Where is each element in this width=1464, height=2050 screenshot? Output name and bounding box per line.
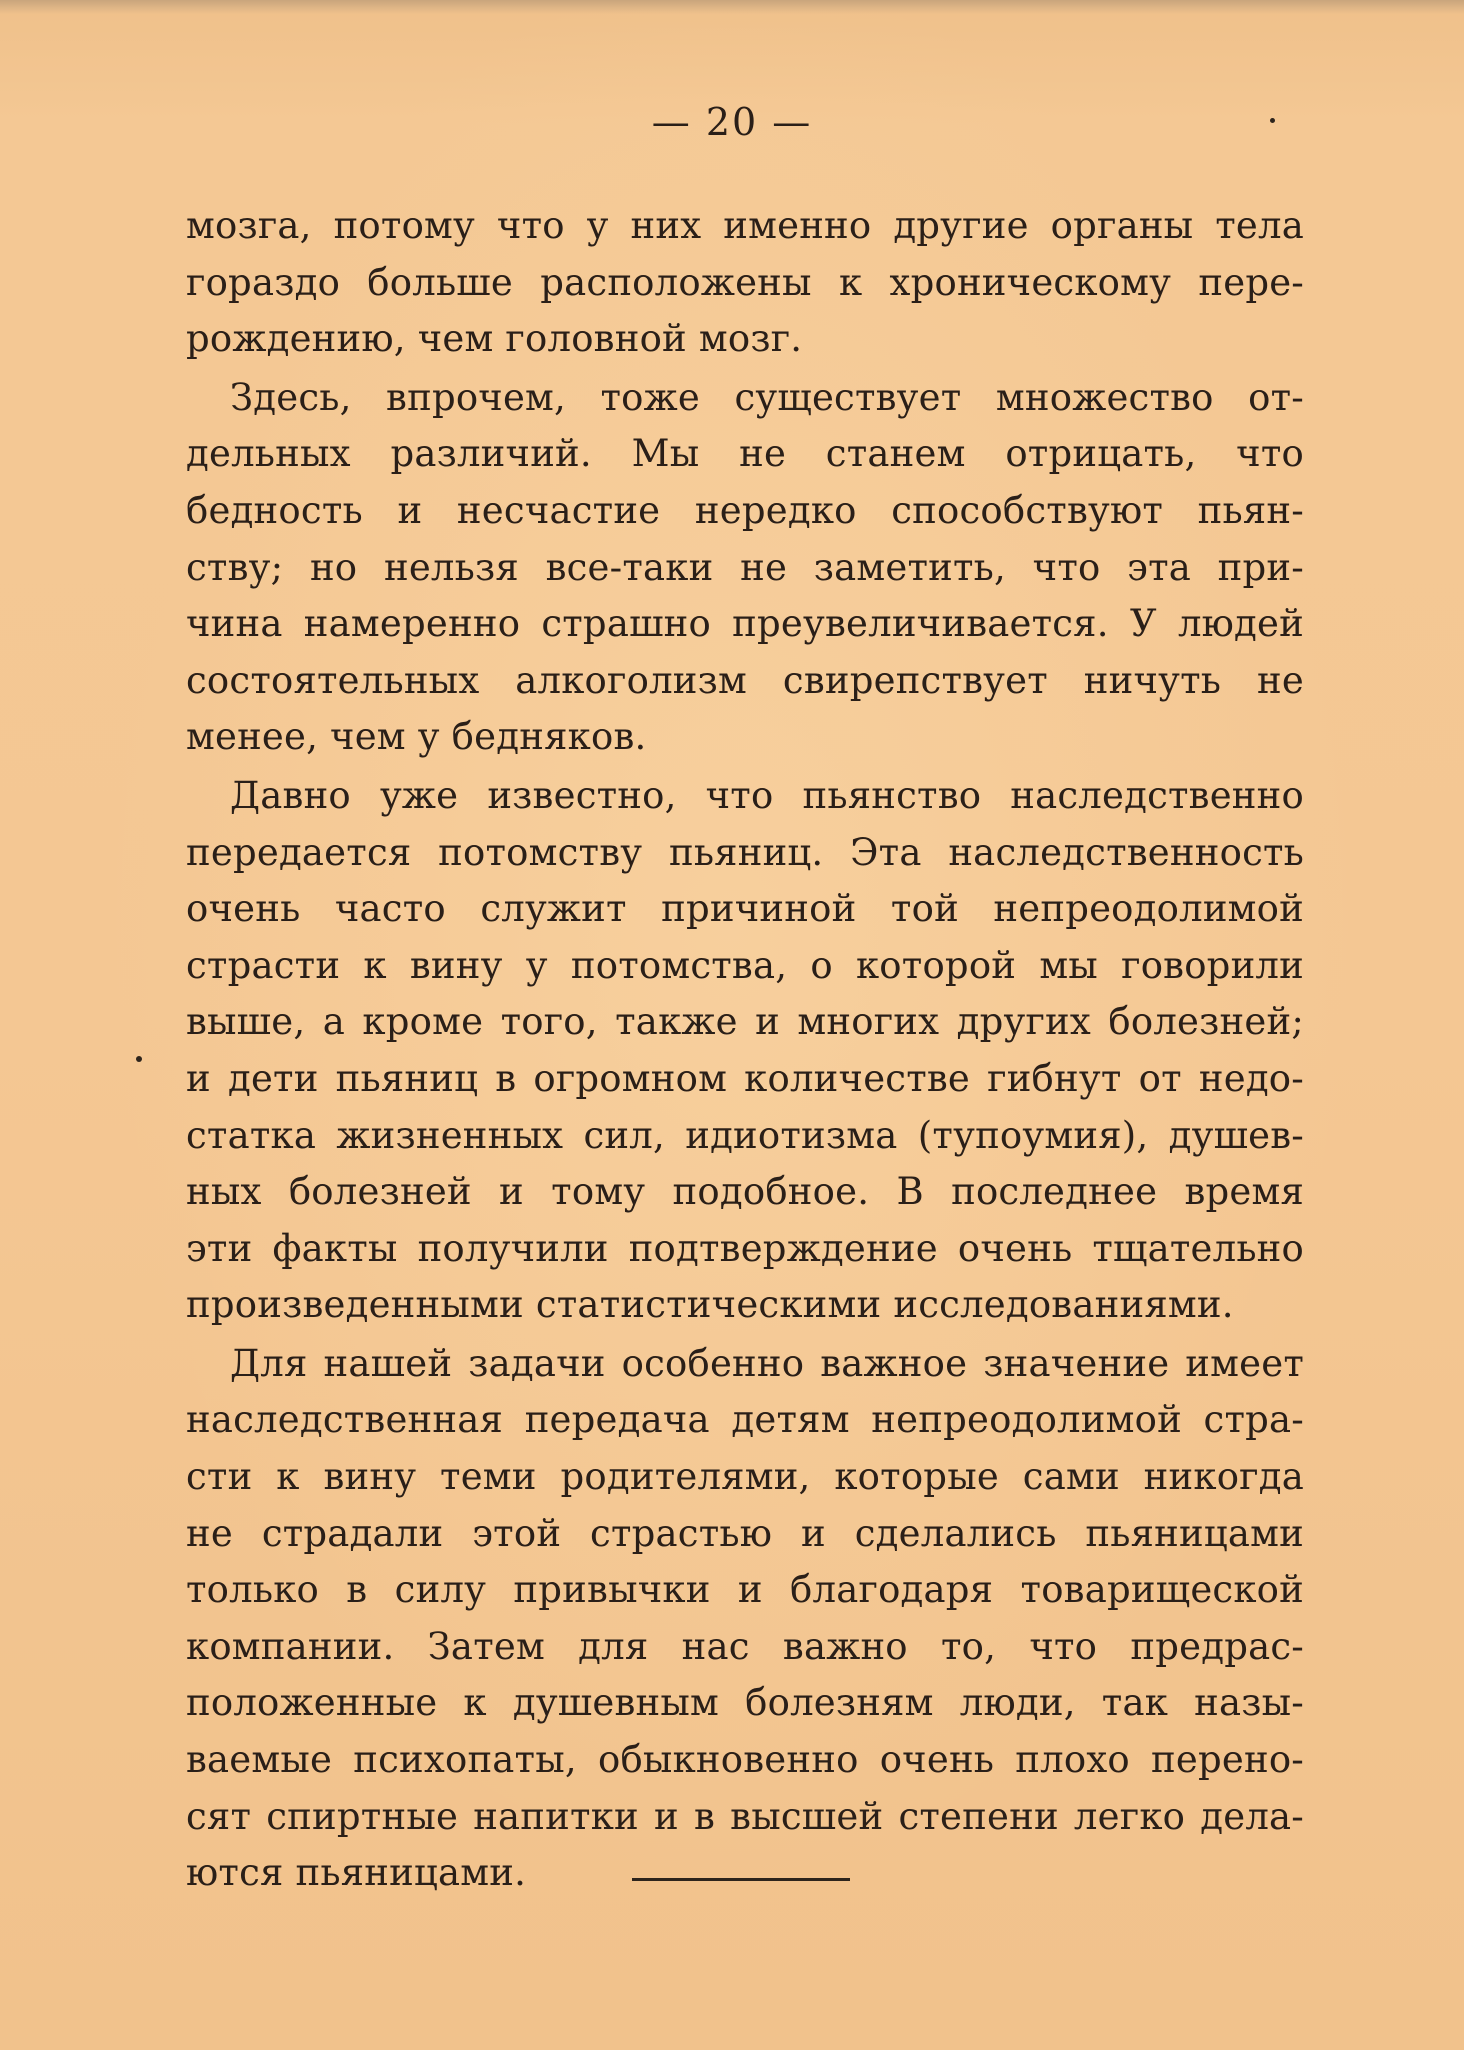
text-line: гораздо больше расположены к хроническому пере- bbox=[186, 260, 1304, 304]
text-line: статка жизненных сил, идиотизма (тупоумия), душев- bbox=[186, 1113, 1304, 1157]
text-line: менее, чем у бедняков. bbox=[186, 715, 647, 759]
end-rule bbox=[632, 1878, 850, 1881]
text-line: произведенными статистическими исследованиями. bbox=[186, 1283, 1234, 1327]
text-line: передается потомству пьяниц. Эта наследственность bbox=[186, 830, 1304, 874]
text-line: состоятельных алкоголизм свирепствует ничуть не bbox=[186, 658, 1304, 702]
text-line: эти факты получили подтверждение очень тщательно bbox=[186, 1226, 1304, 1270]
text-line: чина намеренно страшно преувеличивается. У людей bbox=[186, 602, 1304, 646]
text-line: рождению, чем головной мозг. bbox=[186, 317, 803, 361]
text-line: мозга, потому что у них именно другие органы тела bbox=[186, 204, 1304, 247]
body-text bbox=[186, 198, 1304, 1902]
ink-speck bbox=[1270, 118, 1275, 123]
text-line: только в силу привычки и благодаря товарищеской bbox=[186, 1568, 1304, 1612]
text-line: компании. Затем для нас важно то, что предрас- bbox=[186, 1624, 1304, 1668]
ink-speck bbox=[136, 1056, 142, 1062]
page-top-edge bbox=[0, 0, 1464, 14]
text-line: положенные к душевным болезням люди, так назы- bbox=[186, 1681, 1304, 1725]
paragraph-first-line: Давно уже известно, что пьянство наследственно bbox=[230, 773, 1304, 817]
text-line: ваемые психопаты, обыкновенно очень плохо перено- bbox=[186, 1738, 1304, 1782]
text-line: страсти к вину у потомства, о которой мы говорили bbox=[186, 943, 1304, 987]
text-line: ются пьяницами. bbox=[186, 1851, 527, 1895]
text-line: выше, а кроме того, также и многих других болезней; bbox=[186, 1000, 1304, 1044]
paragraph-first-line: Для нашей задачи особенно важное значение имеет bbox=[230, 1341, 1304, 1385]
text-line: ных болезней и тому подобное. В последнее время bbox=[186, 1170, 1304, 1214]
text-line: дельных различий. Мы не станем отрицать, что bbox=[186, 432, 1304, 476]
text-line: очень часто служит причиной той непреодолимой bbox=[186, 887, 1304, 931]
paragraph-first-line: Здесь, впрочем, тоже существует множество от- bbox=[230, 375, 1304, 419]
text-line: сят спиртные напитки и в высшей степени легко дела- bbox=[186, 1794, 1304, 1838]
text-line: бедность и несчастие нередко способствуют пьян- bbox=[186, 488, 1304, 532]
text-line: и дети пьяниц в огромном количестве гибнут от недо- bbox=[186, 1056, 1304, 1100]
text-line: наследственная передача детям непреодолимой стра- bbox=[186, 1398, 1304, 1442]
page-number: — 20 — bbox=[651, 100, 813, 144]
text-line: сти к вину теми родителями, которые сами никогда bbox=[186, 1455, 1304, 1499]
text-line: не страдали этой страстью и сделались пьяницами bbox=[186, 1511, 1304, 1555]
text-line: ству; но нельзя все-таки не заметить, что эта при- bbox=[186, 545, 1304, 589]
